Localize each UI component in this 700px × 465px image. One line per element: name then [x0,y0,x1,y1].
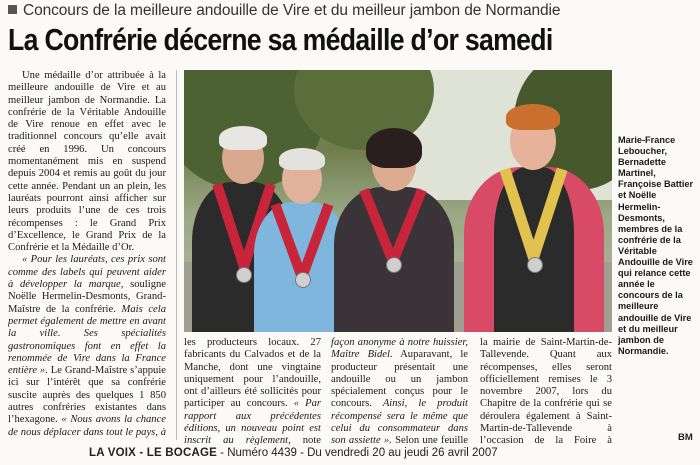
text-span: Le Grand-Maîstre s’appuie ici sur l’intérêt que sa confrérie suscite auprès des quelques 1 850 autres confréries existantes dans l’hexagone. [8,365,166,426]
person-battier [334,102,454,332]
author-signature: BM [678,432,693,443]
kicker-text: Concours de la meilleure andouille de Vire et du meilleur jambon de Normandie [23,2,561,19]
quote-span: « Pour les lauréats, ces prix sont comme des labels qui peuvent aider à développer la marque, [8,254,166,291]
article-column-1 [8,70,166,438]
article-column-3 [331,337,468,445]
text-span: note [302,435,321,445]
publication-name: LA VOIX - LE BOCAGE [89,447,217,459]
paragraph [331,337,468,445]
text-span: Auparavant, le producteur présentait une andouille ou un jambon spécialement conçus pour le concours. [331,349,468,410]
caption-names: Marie-France Leboucher, Bernadette Martinel, Françoise Battier et Noëlle Hermelin-Desmonts, [618,135,694,223]
paragraph-intro: Une médaille d’or attribuée à la meilleure andouille de Vire et au meilleur jambon de Normandie. La confrérie de la Véritable Andouille de Vire renoue en effet avec le traditionnel concours qu’elle avait créé en 1996. Un concours momentanément mis en suspend depuis 2004 et remis au goût du jour cette année. Pendant un an plein, les lauréats pourront ainsi afficher sur leurs produits l’une de ces trois récompenses : le Grand Prix d’Excellence, le Grand Prix de la Confrérie et la Médaille d’Or. [8,70,166,254]
quote-span: « Nous avons la chance de nous déplacer dans tout le pays, à [8,414,166,438]
quote-span: Ainsi, le produit récompensé sera le même que celui du consommateur dans son assiette ». [331,398,468,445]
text-span: Selon une feuille [395,435,468,445]
photo-four-women [184,70,612,332]
paragraph: la mairie de Saint-Martin-de-Tallevende. Quant aux récompenses, elles seront officiellement remises le 3 novembre 2007, lors du Chapitre de la confrérie qui se déroulera également à Saint-Martin-de-Tallevende à l’occasion de la Foire à [480,337,612,445]
bullet-square-icon [8,5,17,14]
issue-info: - Numéro 4439 - Du vendredi 20 au jeudi 26 avril 2007 [216,447,498,459]
paragraph [184,337,321,445]
person-hermelin-desmonts [464,82,604,332]
photo-caption [618,135,696,357]
paragraph-quote [8,254,166,438]
caption-text: membres de la confrérie de la Véritable Andouille de Vire qui relance cette année le concours de la meilleure andouille de Vire et du meilleur jambon de Normandie. [618,223,693,356]
text-span: les producteurs locaux. 27 fabricants du Calvados et de la Manche, dont une vingtaine uniquement pour l’andouille, ont d’ailleurs été sollicités pour participer au concours. [184,337,321,410]
article-column-4 [480,337,612,445]
article-column-2 [184,337,321,445]
quote-span: « Par rapport aux précédentes éditions, un nouveau point est inscrit au règlement, [184,398,321,445]
column-divider [176,70,177,440]
quote-span: façon anonyme à notre huissier, Maître Bidel. [331,337,468,361]
quote-span: Mais cela permet également de mettre en avant la ville. Ses spécialités gastronomiques font en effet la renommée de Vire dans la France entière ». [8,303,166,377]
headline: La Confrérie décerne sa médaille d’or samedi [8,22,553,57]
kicker [8,2,560,20]
text-span: souligne Noëlle Hermelin-Desmonts, Grand-Maîstre de la confrérie. [8,279,166,315]
publication-line [89,447,498,459]
